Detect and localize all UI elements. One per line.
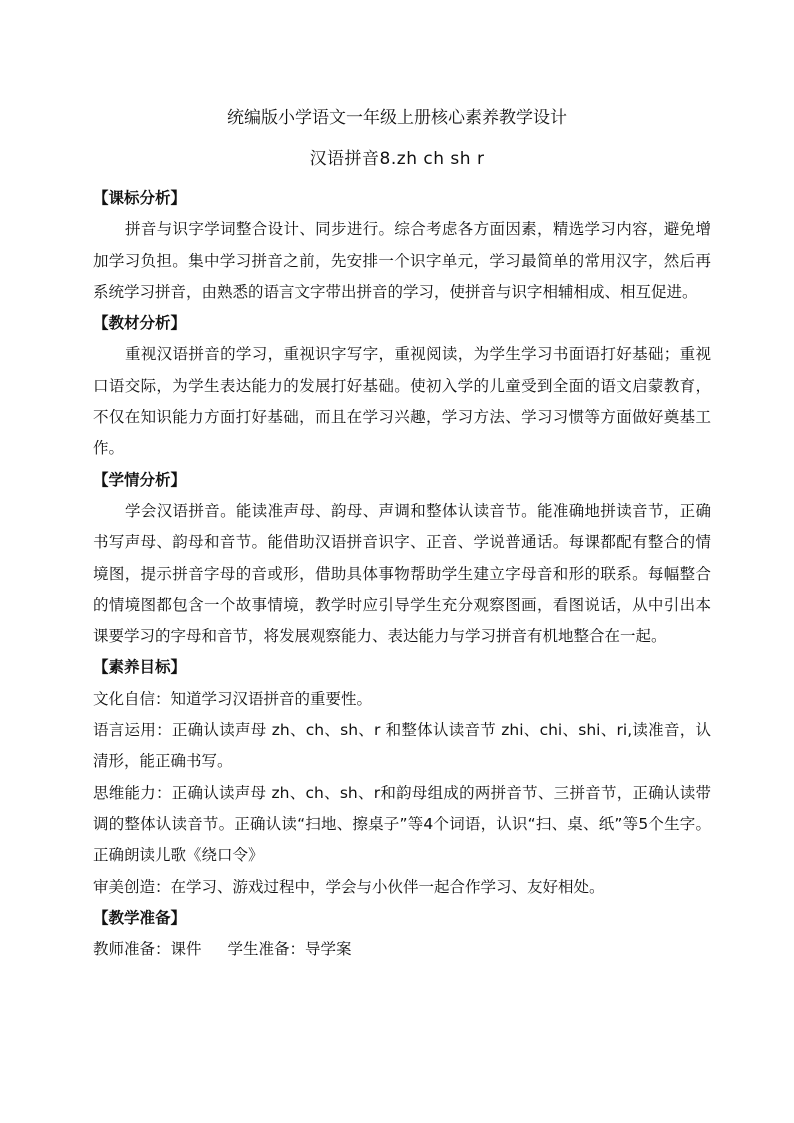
goal-language: 语言运用：正确认读声母 zh、ch、sh、r 和整体认读音节 zhi、chi、shi、ri,读准音，认清形，能正确书写。 — [93, 721, 711, 771]
preparation-heading: 【教学准备】 — [93, 908, 187, 927]
document-title: 统编版小学语文一年级上册核心素养教学设计 — [227, 108, 567, 128]
goals-heading: 【素养目标】 — [93, 658, 187, 677]
learners-heading: 【学情分析】 — [93, 470, 187, 489]
textbook-body: 重视汉语拼音的学习，重视识字写字，重视阅读，为学生学习书面语打好基础；重视口语交际，为学生表达能力的发展打好基础。使初入学的儿童受到全面的语文启蒙教育，不仅在知识能力方面打好基础，而且在学习兴趣，学习方法、学习习惯等方面做好奠基工作。 — [93, 345, 711, 458]
preparation-line — [93, 934, 711, 965]
textbook-heading: 【教材分析】 — [93, 314, 187, 333]
student-preparation: 学生准备：导学案 — [227, 940, 352, 959]
goal-culture: 文化自信：知道学习汉语拼音的重要性。 — [93, 689, 373, 708]
learners-body: 学会汉语拼音。能读准声母、韵母、声调和整体认读音节。能准确地拼读音节，正确书写声母、韵母和音节。能借助汉语拼音识字、正音、学说普通话。每课都配有整合的情境图，提示拼音字母的音或形，借助具体事物帮助学生建立字母音和形的联系。每幅整合的情境图都包含一个故事情境，教学时应引导学生充分观察图画，看图说话，从中引出本课要学习的字母和音节，将发展观察能力、表达能力与学习拼音有机地整合在一起。 — [93, 501, 711, 646]
curriculum-heading: 【课标分析】 — [93, 189, 187, 207]
teacher-preparation: 教师准备：课件 — [93, 940, 202, 959]
lesson-subtitle: 汉语拼音8.zh ch sh r — [309, 149, 485, 169]
curriculum-body: 拼音与识字学词整合设计、同步进行。综合考虑各方面因素，精选学习内容，避免增加学习负担。集中学习拼音之前，先安排一个识字单元，学习最简单的常用汉字，然后再系统学习拼音，由熟悉的语言文字带出拼音的学习，使拼音与识字相辅相成、相互促进。 — [93, 220, 711, 301]
goal-thinking: 思维能力：正确认读声母 zh、ch、sh、r和韵母组成的两拼音节、三拼音节，正确认读带调的整体认读音节。正确认读“扫地、擦桌子”等4个词语，认识“扫、桌、纸”等5个生字。正确朗读儿歌《绕口令》 — [93, 783, 711, 865]
goal-aesthetic: 审美创造：在学习、游戏过程中，学会与小伙伴一起合作学习、友好相处。 — [93, 877, 605, 896]
document-body — [93, 183, 711, 965]
